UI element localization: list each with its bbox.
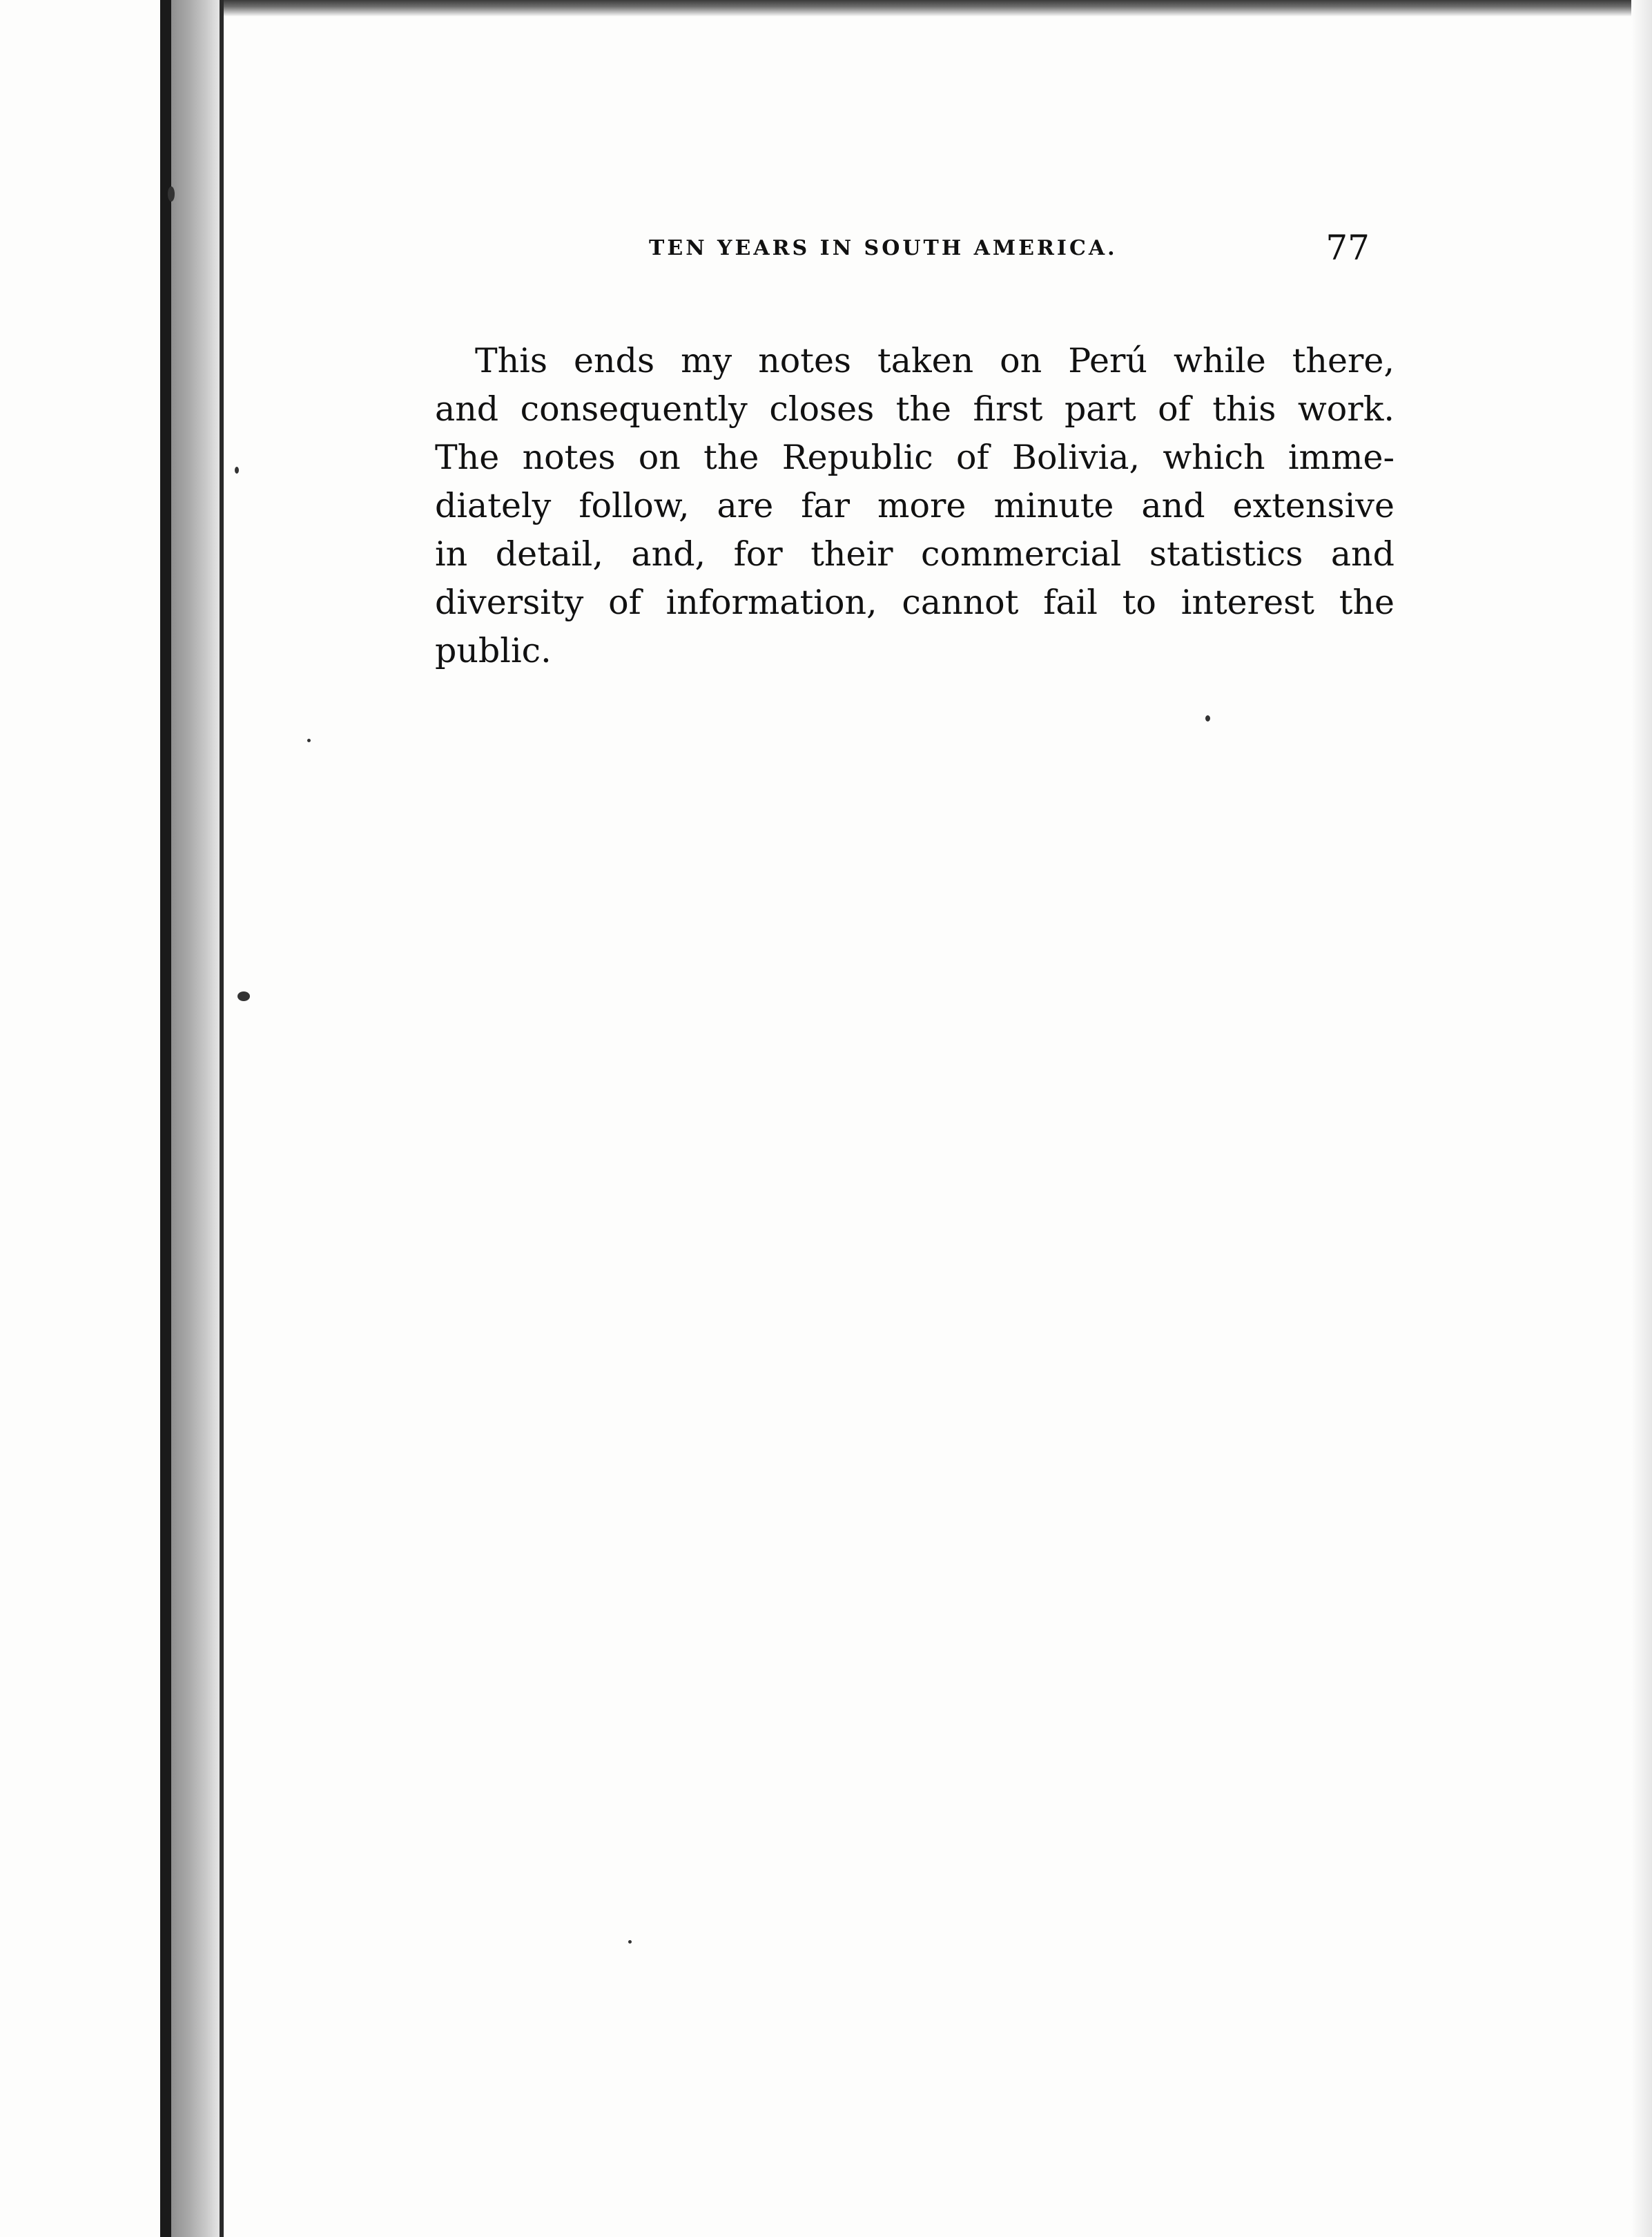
gutter-shadow <box>171 0 221 2237</box>
page-top-shadow <box>160 0 1652 17</box>
page-number: 77 <box>1325 228 1370 268</box>
text-line: public. <box>435 631 552 670</box>
text-line: The notes on the Republic of Bolivia, which imme- <box>435 438 1395 477</box>
text-line: in detail, and, for their commercial statistics and <box>435 534 1395 574</box>
text-line: diately follow, are far more minute and extensive <box>435 486 1395 525</box>
scan-speck <box>1205 715 1210 722</box>
scan-speck <box>628 1940 632 1944</box>
scan-speck <box>307 739 311 742</box>
body-paragraph <box>435 337 1395 675</box>
scan-speck <box>235 467 239 474</box>
text-line: and consequently closes the first part of this work. <box>435 389 1395 429</box>
scan-speck <box>237 991 250 1001</box>
scan-speck <box>168 186 175 202</box>
running-header <box>649 228 1395 269</box>
binding-edge <box>160 0 171 2237</box>
text-line: This ends my notes taken on Perú while there, <box>475 341 1395 380</box>
gutter-line <box>220 0 224 2237</box>
running-title: TEN YEARS IN SOUTH AMERICA. <box>649 236 1118 260</box>
text-line: diversity of information, cannot fail to interest the <box>435 583 1395 622</box>
page-right-edge <box>1631 0 1652 2237</box>
